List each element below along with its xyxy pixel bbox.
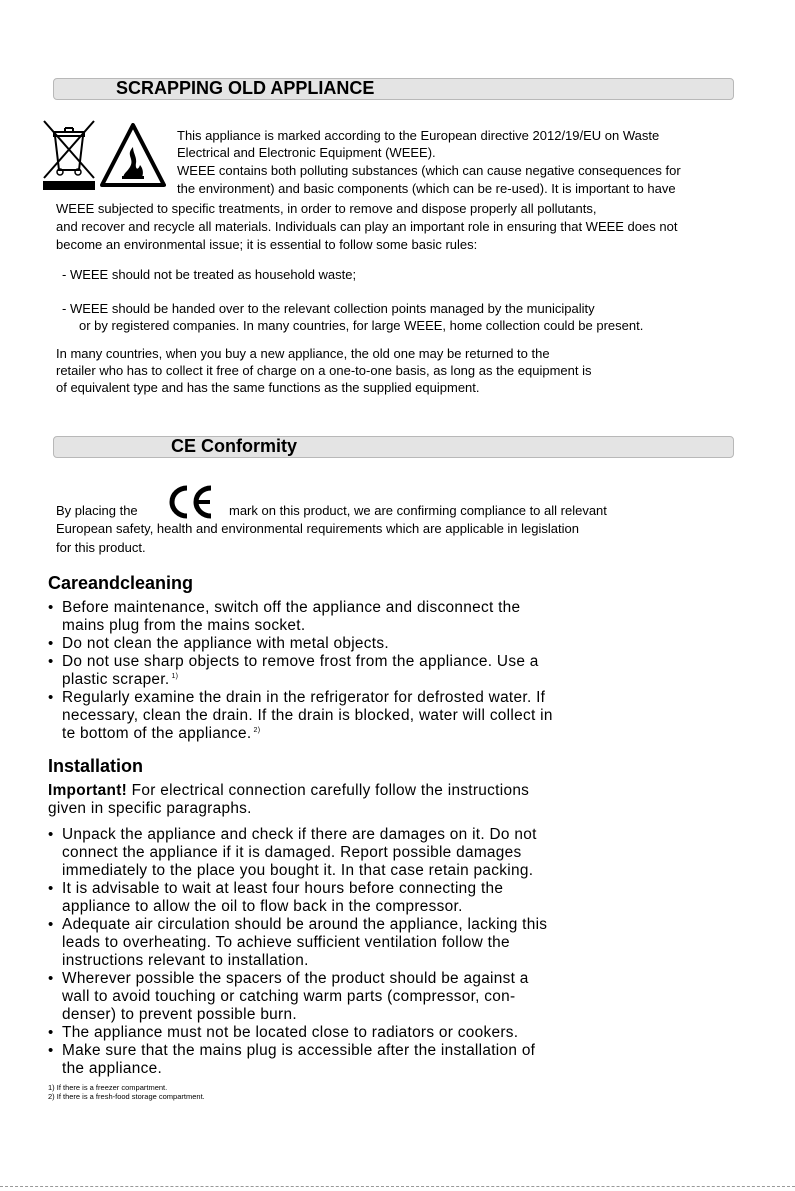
scrapping-rule-2a: - WEEE should be handed over to the relevant collection points managed by the municipality <box>62 301 595 316</box>
footnote-1: 1) If there is a freezer compartment. <box>48 1083 168 1092</box>
footnote-2: 2) If there is a fresh-food storage compartment. <box>48 1092 205 1101</box>
install-item-4-line-1: Wherever possible the spacers of the product should be against a <box>62 970 529 987</box>
care-bullet-4: • <box>48 689 54 706</box>
install-item-3-line-1: Adequate air circulation should be around the appliance, lacking this <box>62 916 548 933</box>
care-item-3-text: plastic scraper. <box>62 671 170 688</box>
care-item-3-line-1: Do not use sharp objects to remove frost from the appliance. Use a <box>62 653 539 670</box>
weee-bin-icon <box>40 118 98 192</box>
scrapping-closing-1: In many countries, when you buy a new appliance, the old one may be returned to the <box>56 346 550 361</box>
care-bullet-1: • <box>48 599 54 616</box>
install-item-2-line-1: It is advisable to wait at least four hours before connecting the <box>62 880 504 897</box>
scrapping-intro-2: Electrical and Electronic Equipment (WEEE). <box>177 145 436 160</box>
care-item-1-line-1: Before maintenance, switch off the appliance and disconnect the <box>62 599 521 616</box>
important-label: Important! <box>48 782 128 799</box>
scrapping-rule-2b: or by registered companies. In many countries, for large WEEE, home collection could be present. <box>79 318 644 333</box>
install-bullet-4: • <box>48 970 54 987</box>
scrapping-closing-3: of equivalent type and has the same functions as the supplied equipment. <box>56 380 480 395</box>
installation-heading: Installation <box>48 756 144 776</box>
scrapping-intro-4: the environment) and basic components (which can be re-used). It is important to have <box>177 181 676 196</box>
care-item-2-line-1: Do not clean the appliance with metal objects. <box>62 635 389 652</box>
section-bar-ce <box>53 436 734 458</box>
section-title-ce: CE Conformity <box>171 436 297 456</box>
install-bullet-5: • <box>48 1024 54 1041</box>
care-item-1-line-2: mains plug from the mains socket. <box>62 617 306 634</box>
install-bullet-3: • <box>48 916 54 933</box>
footnote-ref-2: 2) <box>253 726 261 734</box>
install-item-6-line-1: Make sure that the mains plug is accessible after the installation of <box>62 1042 536 1059</box>
install-item-1-line-1: Unpack the appliance and check if there are damages on it. Do not <box>62 826 537 843</box>
care-item-4-line-2: necessary, clean the drain. If the drain is blocked, water will collect in <box>62 707 553 724</box>
scrapping-rule-1: - WEEE should not be treated as household waste; <box>62 267 357 282</box>
page-bottom-divider <box>0 1186 795 1187</box>
install-item-6-line-2: the appliance. <box>62 1060 163 1077</box>
install-item-3-line-3: instructions relevant to installation. <box>62 952 309 969</box>
install-bullet-2: • <box>48 880 54 897</box>
ce-line1-pre: By placing the <box>56 503 138 518</box>
install-item-3-line-2: leads to overheating. To achieve sufficient ventilation follow the <box>62 934 510 951</box>
footnote-ref-1: 1) <box>171 672 179 680</box>
scrapping-body-2: and recover and recycle all materials. Individuals can play an important role in ensuring that WEEE does not <box>56 219 678 234</box>
ce-line1-post: mark on this product, we are confirming compliance to all relevant <box>229 503 607 518</box>
flammable-warning-icon <box>100 123 166 187</box>
ce-mark-icon <box>164 484 216 520</box>
care-heading: Careandcleaning <box>48 573 194 593</box>
care-bullet-3: • <box>48 653 54 670</box>
section-title-scrapping: SCRAPPING OLD APPLIANCE <box>116 78 375 98</box>
install-item-1-line-2: connect the appliance if it is damaged. Report possible damages <box>62 844 522 861</box>
scrapping-intro-1: This appliance is marked according to the European directive 2012/19/EU on Waste <box>177 128 660 143</box>
install-item-2-line-2: appliance to allow the oil to flow back in the compressor. <box>62 898 463 915</box>
care-bullet-2: • <box>48 635 54 652</box>
important-text: For electrical connection carefully follow the instructions <box>127 782 530 799</box>
installation-important-line-2: given in specific paragraphs. <box>48 800 252 817</box>
install-item-4-line-2: wall to avoid touching or catching warm parts (compressor, con- <box>62 988 516 1005</box>
care-item-4-line-1: Regularly examine the drain in the refrigerator for defrosted water. If <box>62 689 546 706</box>
install-bullet-1: • <box>48 826 54 843</box>
scrapping-body-1: WEEE subjected to specific treatments, in order to remove and dispose properly all pollutants, <box>56 201 597 216</box>
install-item-5-line-1: The appliance must not be located close to radiators or cookers. <box>62 1024 519 1041</box>
install-item-4-line-3: denser) to prevent possible burn. <box>62 1006 297 1023</box>
install-item-1-line-3: immediately to the place you bought it. In that case retain packing. <box>62 862 534 879</box>
scrapping-closing-2: retailer who has to collect it free of charge on a one-to-one basis, as long as the equipment is <box>56 363 592 378</box>
care-item-4-line-3 <box>62 725 260 743</box>
installation-important <box>48 782 529 800</box>
scrapping-intro-3: WEEE contains both polluting substances (which can cause negative consequences for <box>177 163 681 178</box>
care-item-4-text: te bottom of the appliance. <box>62 725 252 742</box>
care-item-3-line-2 <box>62 671 178 689</box>
install-bullet-6: • <box>48 1042 54 1059</box>
ce-line3: for this product. <box>56 540 146 555</box>
scrapping-body-3: become an environmental issue; it is essential to follow some basic rules: <box>56 237 478 252</box>
ce-line2: European safety, health and environmental requirements which are applicable in legislation <box>56 521 579 536</box>
